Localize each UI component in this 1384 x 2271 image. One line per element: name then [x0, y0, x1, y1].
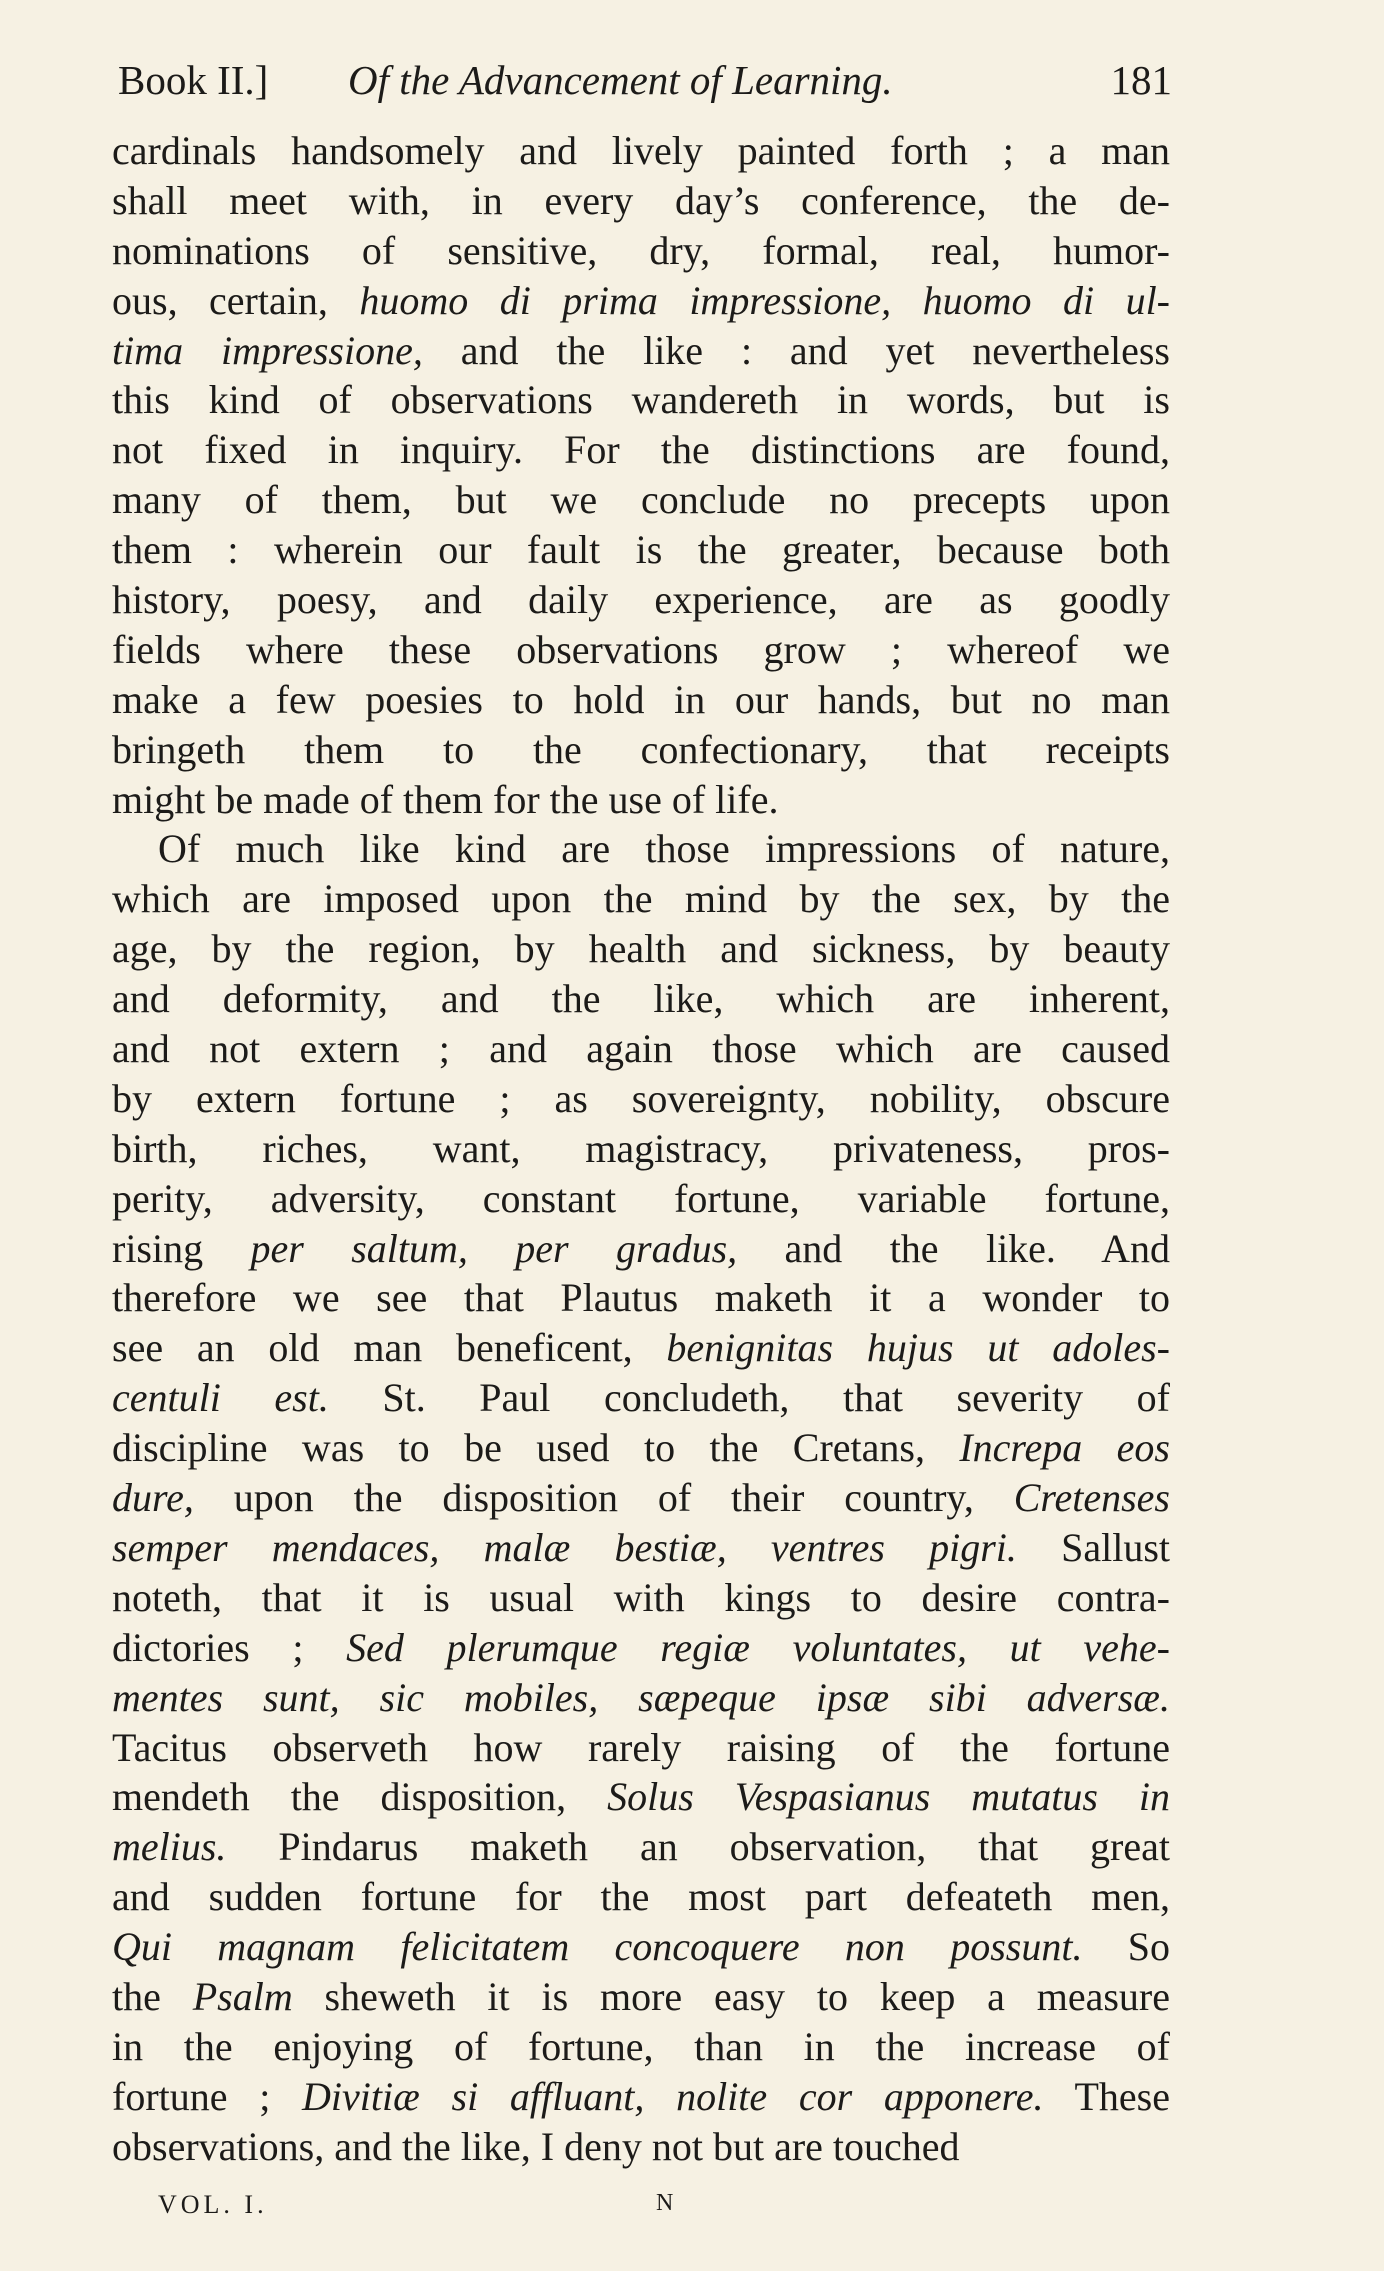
text-line — [112, 2072, 1170, 2122]
text-segment: upon the disposition of their country, — [193, 1475, 1014, 1521]
text-segment: birth, riches, want, magistracy, privateness, pros- — [112, 1125, 1170, 1171]
text-segment: melius. — [112, 1824, 227, 1870]
text-segment: and sudden fortune for the most part defeateth men, — [112, 1874, 1170, 1920]
text-segment: rising — [112, 1225, 251, 1271]
text-segment: tima impressione, — [112, 327, 423, 373]
text-line — [112, 1623, 1170, 1673]
text-segment: and the like. And — [737, 1225, 1170, 1271]
text-segment: bringeth them to the confectionary, that receipts — [112, 726, 1170, 772]
text-segment: perity, adversity, constant fortune, variable fortune, — [112, 1175, 1170, 1221]
signature-mark: N — [656, 2190, 678, 2216]
text-segment: age, by the region, by health and sickness, by beauty — [112, 926, 1170, 972]
text-segment: Of much like kind are those impressions of nature, — [158, 826, 1170, 872]
text-line — [112, 625, 1170, 675]
text-line — [112, 775, 1170, 825]
text-segment: shall meet with, in every day’s conference, the de- — [112, 177, 1170, 223]
text-line — [112, 725, 1170, 775]
text-line — [112, 1124, 1170, 1174]
text-segment: in the enjoying of fortune, than in the increase of — [112, 2023, 1170, 2069]
text-segment: observations, and the like, I deny not but are touched — [112, 2123, 960, 2169]
text-segment: see an old man beneficent, — [112, 1325, 667, 1371]
text-line — [112, 1772, 1170, 1822]
text-line — [112, 1174, 1170, 1224]
text-line — [112, 1373, 1170, 1423]
text-segment: them : wherein our fault is the greater, because both — [112, 527, 1170, 573]
volume-mark: VOL. I. — [158, 2190, 268, 2219]
text-segment: many of them, but we conclude no precepts upon — [112, 477, 1170, 523]
text-line — [112, 824, 1170, 874]
text-line — [112, 375, 1170, 425]
text-segment: Pindarus maketh an observation, that great — [226, 1824, 1170, 1870]
text-segment: by extern fortune ; as sovereignty, nobility, obscure — [112, 1075, 1170, 1121]
text-line — [112, 475, 1170, 525]
text-segment: the — [112, 1973, 193, 2019]
text-line — [112, 1673, 1170, 1723]
text-segment: dictories ; — [112, 1624, 347, 1670]
text-line — [112, 1723, 1170, 1773]
text-segment: this kind of observations wandereth in words, but is — [112, 377, 1170, 423]
text-segment: fields where these observations grow ; whereof we — [112, 626, 1170, 672]
text-segment: So — [1082, 1924, 1170, 1970]
text-line — [112, 2122, 1170, 2172]
text-line — [112, 1273, 1170, 1323]
page-number: 181 — [1110, 57, 1172, 103]
text-segment: semper mendaces, malæ bestiæ, ventres pigri. — [112, 1524, 1017, 1570]
text-line — [112, 575, 1170, 625]
text-segment: ous, certain, — [112, 277, 360, 323]
text-segment: Divitiæ si affluant, nolite cor apponere. — [302, 2073, 1044, 2119]
text-segment: which are imposed upon the mind by the sex, by the — [112, 876, 1170, 922]
text-segment: Tacitus observeth how rarely raising of the fortune — [112, 1724, 1170, 1770]
text-line — [112, 1822, 1170, 1872]
text-segment: mendeth the disposition, — [112, 1774, 608, 1820]
text-segment: mentes sunt, sic mobiles, sæpeque ipsæ sibi adversæ. — [112, 1674, 1170, 1720]
text-line — [112, 974, 1170, 1024]
text-line — [112, 525, 1170, 575]
text-segment: not fixed in inquiry. For the distinctions are found, — [112, 427, 1170, 473]
text-segment: therefore we see that Plautus maketh it a wonder to — [112, 1275, 1170, 1321]
text-line — [112, 1922, 1170, 1972]
text-segment: huomo di prima impressione, huomo di ul- — [359, 277, 1170, 323]
text-segment: fortune ; — [112, 2073, 303, 2119]
text-segment: make a few poesies to hold in our hands, but no man — [112, 676, 1170, 722]
page-footer — [0, 2190, 1384, 2230]
text-line — [112, 126, 1170, 176]
book-section: Book II.] — [118, 57, 269, 103]
text-segment: discipline was to be used to the Cretans, — [112, 1425, 960, 1471]
text-segment: and not extern ; and again those which are caused — [112, 1026, 1170, 1072]
body-text — [112, 126, 1170, 2172]
text-line — [112, 1523, 1170, 1573]
text-segment: Psalm — [192, 1973, 293, 2019]
running-header — [118, 52, 1172, 108]
text-line — [112, 1323, 1170, 1373]
text-segment: Qui magnam felicitatem concoquere non possunt. — [112, 1924, 1083, 1970]
text-line — [112, 924, 1170, 974]
text-segment: noteth, that it is usual with kings to desire contra- — [112, 1574, 1170, 1620]
text-segment: centuli est. — [112, 1375, 329, 1421]
text-segment: cardinals handsomely and lively painted forth ; a man — [112, 128, 1170, 173]
text-segment: Cretenses — [1013, 1475, 1170, 1521]
text-segment: nominations of sensitive, dry, formal, real, humor- — [112, 227, 1170, 273]
text-line — [112, 1872, 1170, 1922]
text-segment: sheweth it is more easy to keep a measure — [292, 1973, 1170, 2019]
text-segment: St. Paul concludeth, that severity of — [328, 1375, 1170, 1421]
text-segment: history, poesy, and daily experience, are as goodly — [112, 577, 1170, 623]
text-line — [112, 675, 1170, 725]
text-line — [112, 1972, 1170, 2022]
running-title: Of the Advancement of Learning. — [348, 57, 893, 103]
text-line — [112, 1024, 1170, 1074]
text-segment: Solus Vespasianus mutatus in — [607, 1774, 1170, 1820]
text-line — [112, 1224, 1170, 1274]
text-line — [112, 1473, 1170, 1523]
text-line — [112, 425, 1170, 475]
text-segment: might be made of them for the use of life. — [112, 776, 779, 822]
text-segment: and deformity, and the like, which are inherent, — [112, 976, 1170, 1022]
text-line — [112, 2022, 1170, 2072]
text-line — [112, 176, 1170, 226]
text-segment: Sed plerumque regiæ voluntates, ut vehe- — [346, 1624, 1170, 1670]
text-line — [112, 1573, 1170, 1623]
text-segment: benignitas hujus ut adoles- — [666, 1325, 1170, 1371]
text-line — [112, 226, 1170, 276]
text-segment: These — [1043, 2073, 1170, 2119]
text-line — [112, 326, 1170, 376]
text-line — [112, 1074, 1170, 1124]
text-line — [112, 874, 1170, 924]
text-segment: Increpa eos — [959, 1425, 1170, 1471]
text-segment: and the like : and yet nevertheless — [422, 327, 1170, 373]
text-segment: Sallust — [1016, 1524, 1170, 1570]
text-segment: per saltum, per gradus, — [250, 1225, 738, 1271]
text-line — [112, 1423, 1170, 1473]
text-segment: dure, — [112, 1475, 194, 1521]
text-line — [112, 276, 1170, 326]
